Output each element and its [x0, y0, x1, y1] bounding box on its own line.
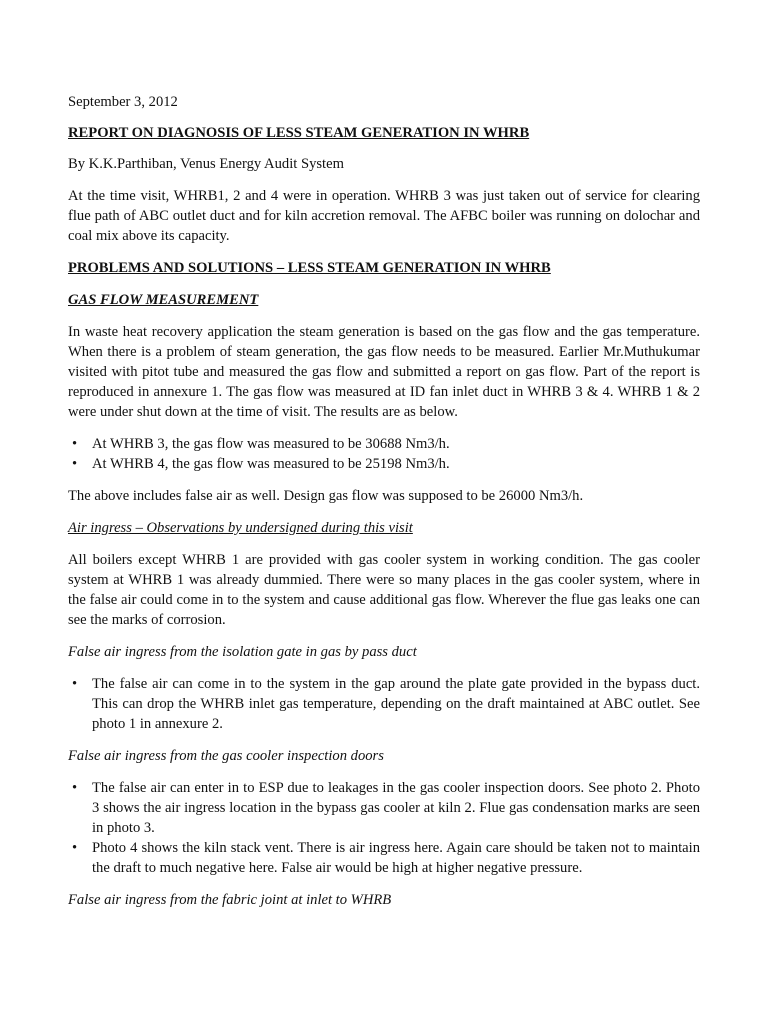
list-item: • The false air can enter in to ESP due to leakages in the gas cooler inspection doors. See photo 2. Photo 3 shows the air ingress location in the bypass gas cooler at kiln 2. Flue gas condensation marks are seen in photo 3. [72, 780, 700, 836]
list-item: • Photo 4 shows the kiln stack vent. There is air ingress here. Again care should be taken not to maintain the draft to much negative here. False air would be high at higher negative pressure. [72, 840, 700, 876]
gas-flow-list [68, 434, 700, 474]
air-ingress-heading: Air ingress – Observations by undersigned during this visit [68, 520, 413, 536]
bullet-icon: • [72, 780, 78, 796]
air-ingress-paragraph: All boilers except WHRB 1 are provided with gas cooler system in working condition. The gas cooler system at WHRB 1 was already dummied. There were so many places in the gas cooler system, where in the false air could come in to the system and cause additional gas flow. Wherever the flue gas leaks one can see the marks of corrosion. [68, 552, 700, 628]
list-item: • At WHRB 3, the gas flow was measured to be 30688 Nm3/h. [72, 436, 450, 452]
problems-heading: PROBLEMS AND SOLUTIONS – LESS STEAM GENERATION IN WHRB [68, 260, 551, 276]
cooler-doors-heading: False air ingress from the gas cooler inspection doors [68, 748, 384, 764]
list-item: • At WHRB 4, the gas flow was measured to be 25198 Nm3/h. [72, 456, 450, 472]
list-item: • The false air can come in to the system in the gap around the plate gate provided in the bypass duct. This can drop the WHRB inlet gas temperature, depending on the draft maintained at ABC outlet. See photo 1 in annexure 2. [72, 676, 700, 732]
false-air-note: The above includes false air as well. Design gas flow was supposed to be 26000 Nm3/h. [68, 488, 584, 504]
gas-flow-heading: GAS FLOW MEASUREMENT [68, 292, 259, 308]
report-date: September 3, 2012 [68, 94, 178, 110]
bullet-icon: • [72, 840, 78, 856]
bullet-icon: • [72, 456, 78, 472]
bullet-icon: • [72, 436, 78, 452]
fabric-joint-heading: False air ingress from the fabric joint at inlet to WHRB [68, 892, 392, 908]
bullet-icon: • [72, 676, 78, 692]
isolation-gate-list [68, 674, 700, 734]
report-title: REPORT ON DIAGNOSIS OF LESS STEAM GENERATION IN WHRB [68, 125, 530, 141]
cooler-doors-list [68, 778, 700, 878]
isolation-gate-heading: False air ingress from the isolation gate in gas by pass duct [68, 644, 417, 660]
intro-paragraph: At the time visit, WHRB1, 2 and 4 were in operation. WHRB 3 was just taken out of service for clearing flue path of ABC outlet duct and for kiln accretion removal. The AFBC boiler was running on dolochar and coal mix above its capacity. [68, 188, 700, 244]
gas-flow-paragraph: In waste heat recovery application the steam generation is based on the gas flow and the gas temperature. When there is a problem of steam generation, the gas flow needs to be measured. Earlier Mr.Muthukumar visited with pitot tube and measured the gas flow and submitted a report on gas flow. Part of the report is reproduced in annexure 1. The gas flow was measured at ID fan inlet duct in WHRB 3 & 4. WHRB 1 & 2 were under shut down at the time of visit. The results are as below. [68, 324, 700, 420]
report-byline: By K.K.Parthiban, Venus Energy Audit System [68, 156, 344, 172]
